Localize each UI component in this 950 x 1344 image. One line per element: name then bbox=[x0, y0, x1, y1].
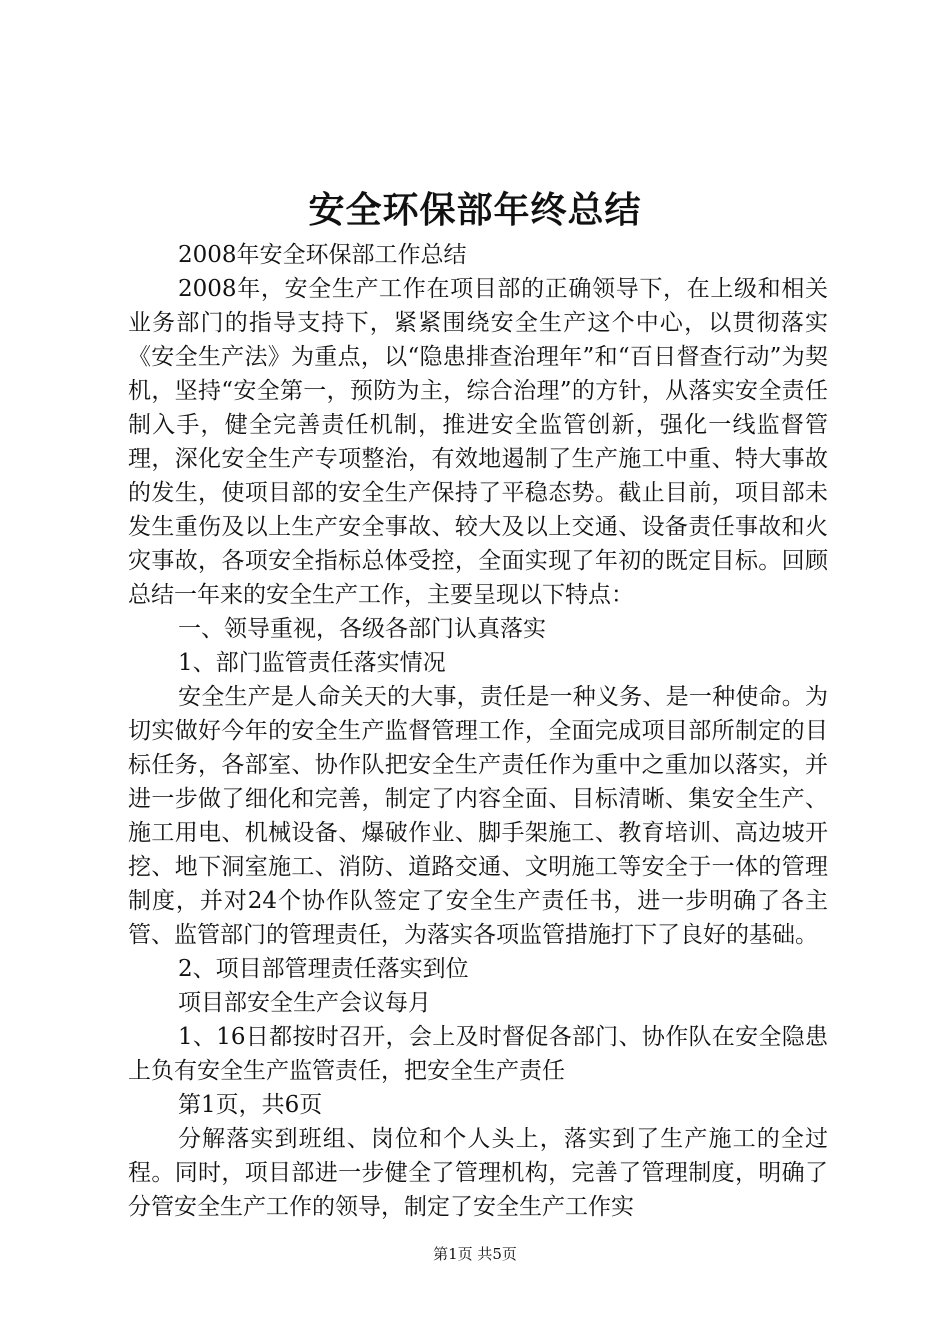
inline-page-marker: 第1页，共6页 bbox=[178, 1092, 323, 1118]
section-heading-1: 一、领导重视，各级各部门认真落实 bbox=[178, 616, 546, 642]
paragraph-intro: 2008年，安全生产工作在项目部的正确领导下，在上级和相关业务部门的指导支持下，紧紧围绕安全生产这个中心，以贯彻落实《安全生产法》为重点，以“隐患排查治理年”和“百日督查行动”为契机，坚持“安全第一，预防为主，综合治理”的方针，从落实安全责任制入手，健全完善责任机制，推进安全监管创新，强化一线监督管理，深化安全生产专项整治，有效地遏制了生产施工中重、特大事故的发生，使项目部的安全生产保持了平稳态势。截止目前，项目部未发生重伤及以上生产安全事故、较大及以上交通、设备责任事故和火灾事故，各项安全指标总体受控，全面实现了年初的既定目标。回顾总结一年来的安全生产工作，主要呈现以下特点： bbox=[128, 276, 828, 608]
document-title: 安全环保部年终总结 bbox=[308, 189, 642, 231]
page-footer: 第1页 共5页 bbox=[433, 1245, 517, 1263]
paragraph-responsibility: 安全生产是人命关天的大事，责任是一种义务、是一种使命。为切实做好今年的安全生产监督管理工作，全面完成项目部所制定的目标任务，各部室、协作队把安全生产责任作为重中之重加以落实，并进一步做了细化和完善，制定了内容全面、目标清晰、集安全生产、施工用电、机械设备、爆破作业、脚手架施工、教育培训、高边坡开挖、地下洞室施工、消防、道路交通、文明施工等安全于一体的管理制度，并对24个协作队签定了安全生产责任书，进一步明确了各主管、监管部门的管理责任，为落实各项监管措施打下了良好的基础。 bbox=[128, 684, 828, 948]
document-body bbox=[128, 238, 828, 1224]
subsection-heading-2: 2、项目部管理责任落实到位 bbox=[178, 956, 469, 982]
paragraph-meeting-detail: 1、16日都按时召开，会上及时督促各部门、协作队在安全隐患上负有安全生产监管责任，把安全生产责任 bbox=[128, 1024, 828, 1084]
paragraph-continuation: 分解落实到班组、岗位和个人头上，落实到了生产施工的全过程。同时，项目部进一步健全了管理机构，完善了管理制度，明确了分管安全生产工作的领导，制定了安全生产工作实 bbox=[128, 1126, 828, 1220]
paragraph-subtitle: 2008年安全环保部工作总结 bbox=[178, 242, 467, 268]
subsection-heading-1: 1、部门监管责任落实情况 bbox=[178, 650, 446, 676]
paragraph-meeting: 项目部安全生产会议每月 bbox=[178, 990, 431, 1016]
